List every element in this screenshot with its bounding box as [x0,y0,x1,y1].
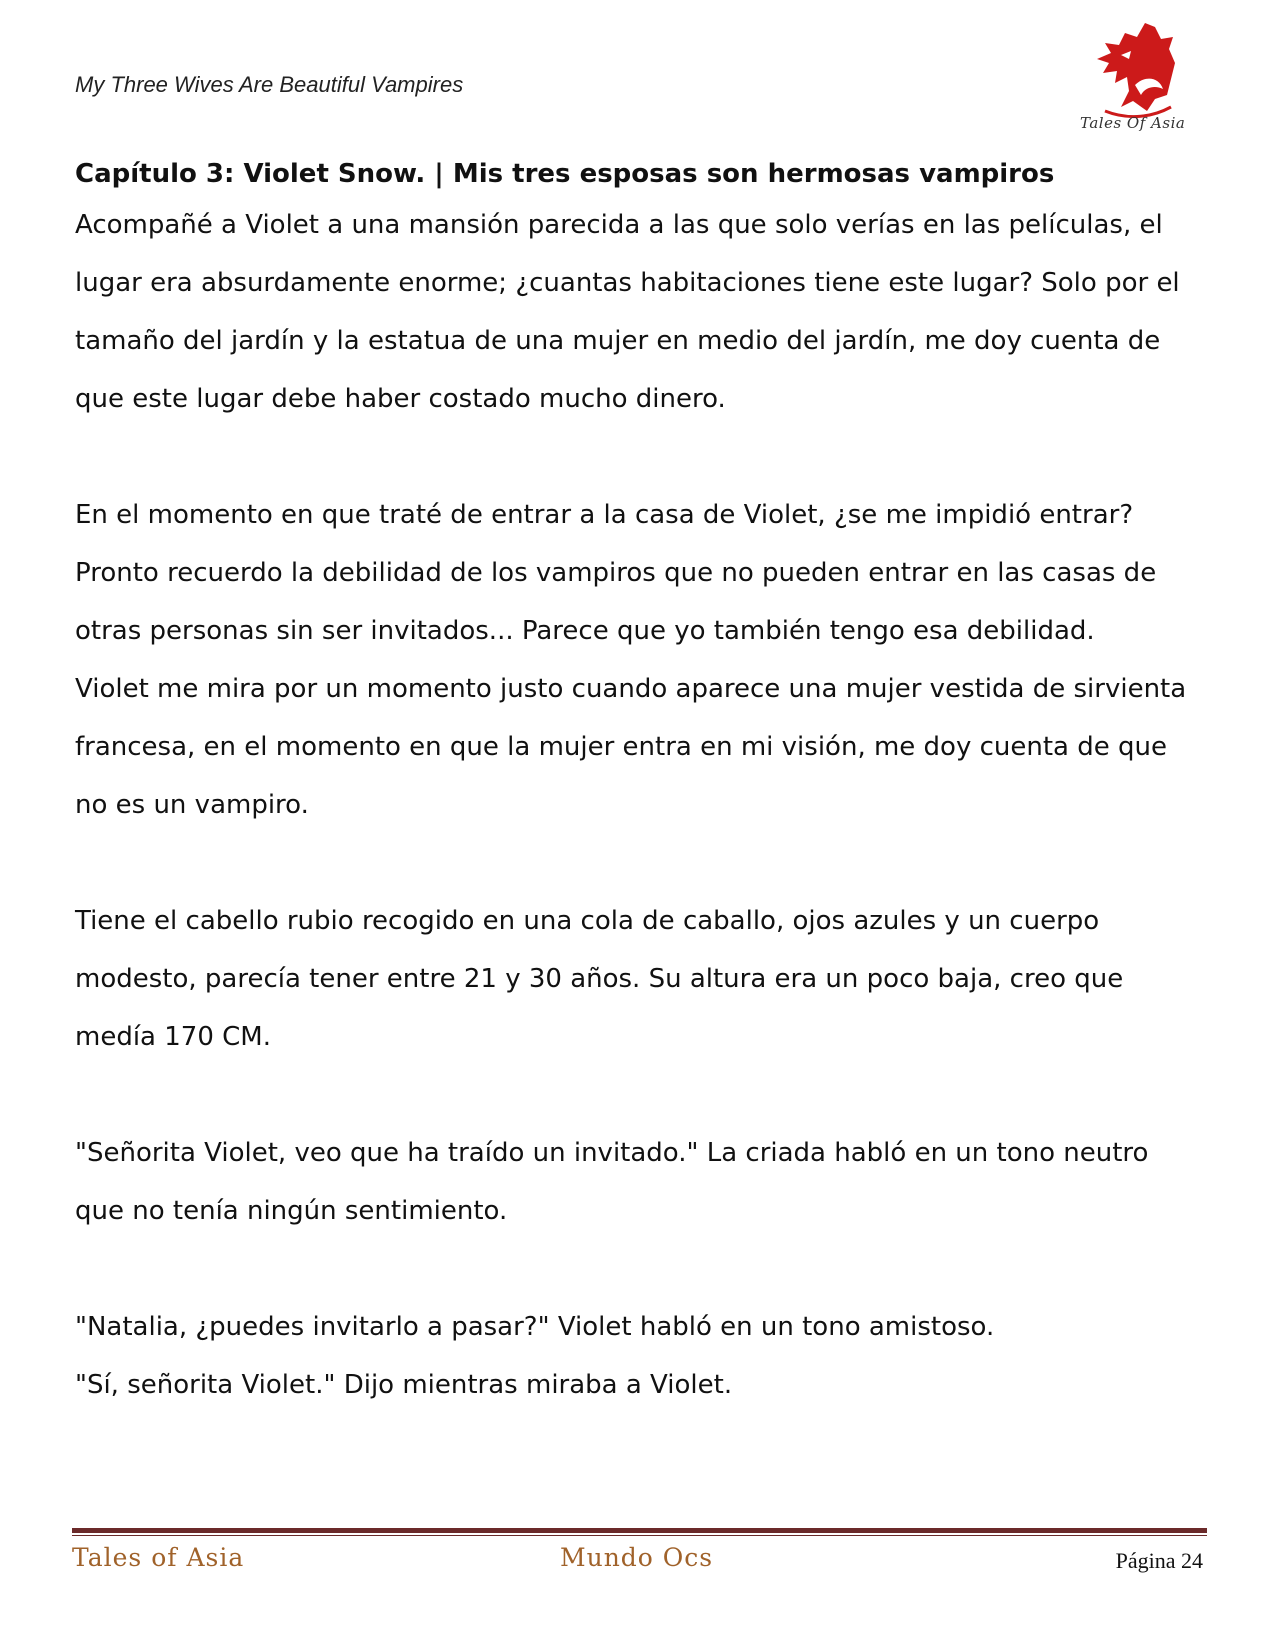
paragraph: Acompañé a Violet a una mansión parecida a las que solo verías en las películas, el lugar era absurdamente enorme; ¿cuantas habitaciones tiene este lugar? Solo por el tamaño del jardín y la estatua de una mujer en medio del jardín, me doy cuenta de que este lugar debe haber costado mucho dinero. [75,210,1180,414]
book-title: My Three Wives Are Beautiful Vampires [75,72,464,97]
footer-divider-thin [72,1535,1207,1536]
footer-site: Mundo Ocs [560,1543,714,1572]
paragraph: "Natalia, ¿puedes invitarlo a pasar?" Violet habló en un tono amistoso. [75,1312,995,1342]
paragraph: "Sí, señorita Violet." Dijo mientras miraba a Violet. [75,1370,733,1400]
footer-divider [72,1528,1207,1533]
page-number: Página 24 [1115,1548,1203,1573]
chapter-content [75,152,1205,1414]
chapter-title: Capítulo 3: Violet Snow. | Mis tres esposas son hermosas vampiros [75,159,1055,189]
paragraph: Tiene el cabello rubio recogido en una cola de caballo, ojos azules y un cuerpo modesto, parecía tener entre 21 y 30 años. Su altura era un poco baja, creo que medía 170 CM. [75,906,1124,1052]
paragraph: En el momento en que traté de entrar a la casa de Violet, ¿se me impidió entrar? Pronto recuerdo la debilidad de los vampiros que no pueden entrar en las casas de otras personas sin ser invitados... Parece que yo también tengo esa debilidad. [75,500,1157,646]
paragraph: "Señorita Violet, veo que ha traído un invitado." La criada habló en un tono neutro que no tenía ningún sentimiento. [75,1138,1149,1226]
footer-publisher: Tales of Asia [72,1543,245,1572]
logo-text: Tales Of Asia [1080,114,1186,132]
paragraph: Violet me mira por un momento justo cuando aparece una mujer vestida de sirvienta francesa, en el momento en que la mujer entra en mi visión, me doy cuenta de que no es un vampiro. [75,674,1187,820]
